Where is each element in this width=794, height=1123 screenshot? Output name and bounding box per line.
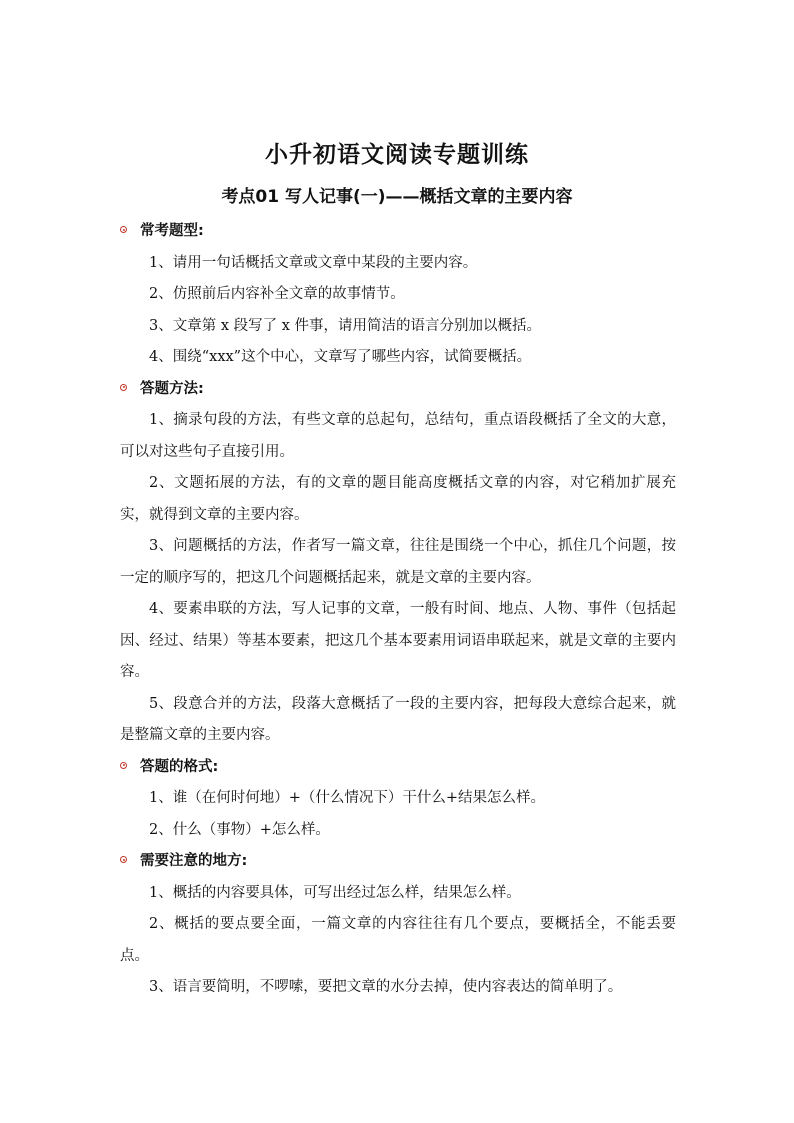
list-item: 2、文题拓展的方法，有的文章的题目能高度概括文章的内容，对它稍加扩展充实，就得到文章的主要内容。 [120,475,676,523]
section-heading-text: 需要注意的地方: [140,853,248,869]
section-attention-points [120,846,676,1004]
document-body [120,216,676,1004]
list-item: 2、什么（事物）+怎么样。 [149,821,330,838]
bullet-icon [120,226,127,233]
section-heading [120,752,676,784]
section-heading [120,374,676,406]
list-item: 1、摘录句段的方法，有些文章的总起句，总结句，重点语段概括了全文的大意，可以对这些句子直接引用。 [120,412,676,460]
list-item: 2、概括的要点要全面，一篇文章的内容往往有几个要点，要概括全，不能丢要点。 [120,916,676,964]
section-heading [120,216,676,248]
section-heading-text: 答题方法: [140,380,204,397]
list-item: 1、请用一句话概括文章或文章中某段的主要内容。 [149,254,478,271]
section-answer-methods [120,374,676,752]
list-item: 1、概括的内容要具体，可写出经过怎么样，结果怎么样。 [149,884,521,901]
list-item: 4、围绕“xxx”这个中心，文章写了哪些内容，试简要概括。 [149,349,532,365]
bullet-icon [120,762,127,769]
list-item: 5、段意合并的方法，段落大意概括了一段的主要内容，把每段大意综合起来，就是整篇文章的主要内容。 [120,695,676,743]
section-heading-text: 答题的格式: [140,758,219,775]
list-item: 3、文章第 x 段写了 x 件事，请用简洁的语言分别加以概括。 [149,317,542,334]
page-title: 小升初语文阅读专题训练 [265,142,529,168]
page-subtitle: 考点01 写人记事(一)——概括文章的主要内容 [221,187,573,207]
section-heading-text: 常考题型: [140,223,204,239]
list-item: 4、要素串联的方法，写人记事的文章，一般有时间、地点、人物、事件（包括起因、经过、结果）等基本要素，把这几个基本要素用词语串联起来，就是文章的主要内容。 [120,601,676,680]
section-answer-format [120,752,676,847]
list-item: 3、语言要简明，不啰嗦，要把文章的水分去掉，使内容表达的简单明了。 [149,979,623,995]
section-question-types [120,216,676,374]
section-heading [120,846,676,878]
list-item: 1、谁（在何时何地）+（什么情况下）干什么+结果怎么样。 [149,790,546,806]
bullet-icon [120,384,127,391]
list-item: 2、仿照前后内容补全文章的故事情节。 [149,286,405,302]
list-item: 3、问题概括的方法，作者写一篇文章，往往是围绕一个中心，抓住几个问题，按一定的顺序写的，把这几个问题概括起来，就是文章的主要内容。 [120,538,676,586]
bullet-icon [120,856,127,863]
